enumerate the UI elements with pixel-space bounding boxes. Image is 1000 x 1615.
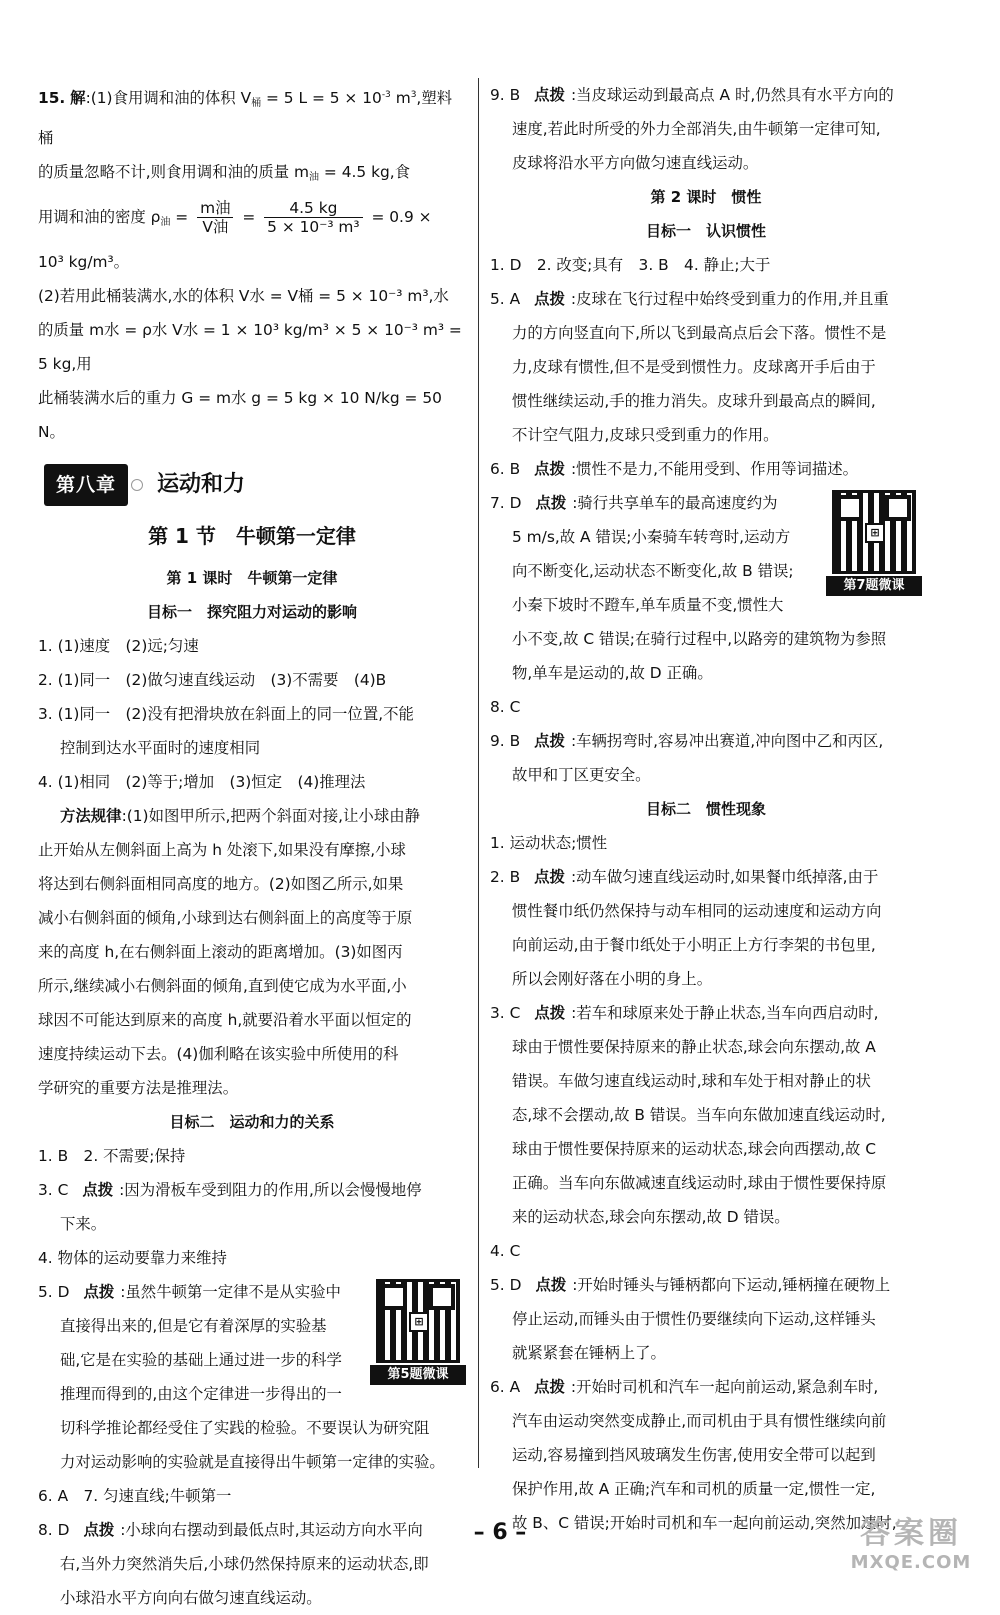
q15-number: 15. [38,89,66,107]
answer-b3-num: 3. C [38,1181,69,1199]
qr-code-q7[interactable] [826,490,922,596]
qr-code-icon [376,1279,460,1363]
answer-b1: 1. B 2. 不需要;保持 [38,1147,186,1165]
answer-c5-line-1 [490,282,922,316]
answer-b5-line-3: 础,它是在实验的基础上通过进一步的科学 [60,1351,342,1369]
answer-d6-line-5: 故 B、C 错误;开始时司机和车一起向前运动,突然加速时, [512,1514,897,1532]
q15-l3-end: = 0.9 × [366,208,432,226]
r9-tip: 点拨 [534,86,565,104]
chapter-title: 运动和力 [157,472,246,497]
lesson-title: 第 1 课时 牛顿第一定律 [166,569,338,587]
answer-b8-line-2: 右,当外力突然消失后,小球仍然保持原来的运动状态,即 [60,1555,429,1573]
answer-c5-tip: 点拨 [534,290,565,308]
method-line-3: 将达到右侧斜面相同高度的地方。(2)如图乙所示,如果 [38,875,404,893]
answer-d3-line-7: 来的运动状态,球会向东摆动,故 D 错误。 [512,1208,790,1226]
answer-d6-line-1 [490,1370,922,1404]
answer-c6-num: 6. B [490,460,521,478]
q15-line-2 [38,155,466,195]
answer-d3-line-4: 态,球不会摆动,故 B 错误。当车向东做加速直线运动时, [512,1106,886,1124]
answer-c9-num: 9. B [490,732,521,750]
answer-d6-line-3: 运动,容易撞到挡风玻璃发生伤害,使用安全带可以起到 [512,1446,876,1464]
answer-c5-line-2: 力的方向竖直向下,所以飞到最高点后会下落。惯性不是 [512,324,887,342]
chapter-heading [44,463,466,507]
qr-center-icon: ⊞ [409,1312,429,1332]
answer-c7-num: 7. D [490,494,522,512]
answer-d2-line-1 [490,860,922,894]
answer-b5-line-6: 力对运动影响的实验就是直接得出牛顿第一定律的实验。 [60,1453,445,1471]
answer-d5-text: :开始时锤头与锤柄都向下运动,锤柄撞在硬物上 [572,1276,891,1294]
answer-d2-tip: 点拨 [534,868,565,886]
fraction-2-num: 4.5 kg [264,199,362,218]
watermark-en: MXQE.COM [850,1552,972,1573]
answer-d6-text: :开始时司机和汽车一起向前运动,紧急刹车时, [570,1378,879,1396]
answer-b3-tip: 点拨 [82,1181,114,1199]
r9-text: :当皮球运动到最高点 A 时,仍然具有水平方向的 [570,86,894,104]
answer-d2-num: 2. B [490,868,521,886]
answer-c9-text: :车辆拐弯时,容易冲出赛道,冲向图中乙和丙区, [570,732,884,750]
qr-center-icon: ⊞ [865,523,885,543]
answer-c8: 8. C [490,698,521,716]
answer-c7-line-3: 向不断变化,运动状态不断变化,故 B 错误; [512,562,794,580]
r9-line-2: 速度,若此时所受的外力全部消失,由牛顿第一定律可知, [512,120,881,138]
answer-d2-line-2: 惯性餐巾纸仍然保持与动车相同的运动速度和运动方向 [512,902,882,920]
answer-d6-line-2: 汽车由运动突然变成静止,而司机由于具有惯性继续向前 [512,1412,887,1430]
r9-line-3: 皮球将沿水平方向做匀速直线运动。 [512,154,759,172]
q15-label: 解 [70,89,86,107]
answer-b5-line-4: 推理而得到的,由这个定律进一步得出的一 [60,1385,342,1403]
answer-b8-text: :小球向右摆动到最低点时,其运动方向水平向 [120,1521,423,1539]
q15-line-6: 的质量 m水 = ρ水 V水 = 1 × 10³ kg/m³ × 5 × 10⁻³ m³ = 5 kg,用 [38,321,462,373]
q15-line-4: 10³ kg/m³。 [38,253,130,271]
answer-d6-line-4: 保护作用,故 A 正确;汽车和司机的质量一定,惯性一定, [512,1480,876,1498]
method-line-1 [38,799,466,833]
answer-4: 4. (1)相同 (2)等于;增加 (3)恒定 (4)推理法 [38,773,366,791]
answer-c9-tip: 点拨 [534,732,565,750]
answer-c6-text: :惯性不是力,不能用受到、作用等词描述。 [570,460,859,478]
fraction-2-den: 5 × 10⁻³ m³ [267,218,360,236]
answer-c5-text: :皮球在飞行过程中始终受到重力的作用,并且重 [570,290,889,308]
qr-label: 第5题微课 [370,1365,466,1385]
answer-3-line-1: 3. (1)同一 (2)没有把滑块放在斜面上的同一位置,不能 [38,705,414,723]
q15-l3-eq: = [170,208,194,226]
q15-text-c: m [390,89,411,107]
answer-b8-num: 8. D [38,1521,70,1539]
answer-b4: 4. 物体的运动要靠力来维持 [38,1249,227,1267]
method-label: 方法规律 [60,807,122,825]
answer-b3-line-1 [38,1173,466,1207]
q15-l3-sub: 油 [160,217,171,228]
answer-c5-num: 5. A [490,290,521,308]
goal-title-r2: 目标二 惯性现象 [645,800,766,818]
answer-b3-text: :因为滑板车受到阻力的作用,所以会慢慢地停 [119,1181,422,1199]
q15-sup-b: 3 [410,90,417,100]
q15-l2-sub: 油 [309,172,320,183]
answer-d3-line-6: 正确。当车向东做减速直线运动时,球由于惯性要保持原 [512,1174,887,1192]
answer-c7-line-4: 小秦下坡时不蹬车,单车质量不变,惯性大 [512,596,784,614]
answer-b5-line-2: 直接得出来的,但是它有着深厚的实验基 [60,1317,327,1335]
answer-b8-tip: 点拨 [83,1521,115,1539]
fraction-m-over-v [197,199,233,236]
q15-line-3 [38,195,466,245]
answer-d2-line-4: 所以会刚好落在小明的身上。 [512,970,713,988]
answer-d2-text: :动车做匀速直线运动时,如果餐巾纸掉落,由于 [570,868,879,886]
method-line-8: 速度持续运动下去。(4)伽利略在该实验中所使用的科 [38,1045,399,1063]
goal-title-1: 目标一 探究阻力对运动的影响 [146,603,357,621]
q15-l3-a: 用调和油的密度 ρ [38,208,161,226]
answer-d3-line-1 [490,996,922,1030]
page-number: – 6 – [473,1520,527,1545]
answer-d6-tip: 点拨 [534,1378,565,1396]
answer-b8-line-3: 小球沿水平方向向右做匀速直线运动。 [60,1589,322,1607]
method-line-2: 止开始从左侧斜面上高为 h 处滚下,如果没有摩擦,小球 [38,841,406,859]
answer-2: 2. (1)同一 (2)做匀速直线运动 (3)不需要 (4)B [38,671,387,689]
method-line-9: 学研究的重要方法是推理法。 [38,1079,239,1097]
answer-d5-line-3: 就紧紧套在锤柄上了。 [512,1344,666,1362]
goal-title-2: 目标二 运动和力的关系 [169,1113,335,1131]
answer-d3-line-5: 球由于惯性要保持原来的运动状态,球会向西摆动,故 C [512,1140,877,1158]
right-column [490,78,922,1540]
answer-b6: 6. A 7. 匀速直线;牛顿第一 [38,1487,232,1505]
qr-code-q5[interactable] [370,1279,466,1385]
answer-d6-num: 6. A [490,1378,521,1396]
q15-text-d: ,塑料桶 [38,89,453,147]
answer-d5-num: 5. D [490,1276,522,1294]
answer-c7-line-2: 5 m/s,故 A 错误;小秦骑车转弯时,运动方 [512,528,791,546]
q15-line-1 [38,78,466,155]
q15-l3-eq2: = [237,208,261,226]
answer-c5-line-4: 惯性继续运动,手的推力消失。皮球升到最高点的瞬间, [512,392,876,410]
answer-c6-tip: 点拨 [534,460,565,478]
r9-line-1 [490,78,922,112]
q15-sub-a: 桶 [251,98,262,109]
fraction-1-den: V油 [202,218,229,236]
answer-d3-text: :若车和球原来处于静止状态,当车向西启动时, [571,1004,879,1022]
method-line-6: 所示,继续减小右侧斜面的倾角,直到使它成为水平面,小 [38,977,407,995]
goal-title-r1: 目标一 认识惯性 [645,222,766,240]
answer-c9-line-2: 故甲和丁区更安全。 [512,766,651,784]
watermark-cn: 答案圈 [860,1516,962,1551]
q15-l2-a: 的质量忽略不计,则食用调和油的质量 m [38,163,310,181]
chapter-dot-icon [131,479,143,491]
answer-d4: 4. C [490,1242,521,1260]
answer-c7-line-5: 小不变,故 C 错误;在骑行过程中,以路旁的建筑物为参照 [512,630,887,648]
answer-1: 1. (1)速度 (2)远;匀速 [38,637,199,655]
answer-c7-tip: 点拨 [535,494,567,512]
answer-c7-line-6: 物,单车是运动的,故 D 正确。 [512,664,713,682]
answer-c1: 1. D 2. 改变;具有 3. B 4. 静止;大于 [490,256,771,274]
answer-d3-line-2: 球由于惯性要保持原来的静止状态,球会向东摆动,故 A [512,1038,876,1056]
column-divider [478,78,479,1468]
q15-sup-a: -3 [381,90,391,100]
q15-line-7: 此桶装满水后的重力 G = m水 g = 5 kg × 10 N/kg = 50 N。 [38,389,442,441]
fraction-1-num: m油 [197,199,233,218]
answer-c7-text: :骑行共享单车的最高速度约为 [572,494,778,512]
r9-num: 9. B [490,86,521,104]
answer-b5-line-5: 切科学推论都经受住了实践的检验。不要误认为研究阻 [60,1419,430,1437]
answer-d3-line-3: 错误。车做匀速直线运动时,球和车处于相对静止的状 [512,1072,871,1090]
answer-d5-tip: 点拨 [535,1276,567,1294]
method-line-5: 来的高度 h,在右侧斜面上滚动的距离增加。(3)如图丙 [38,943,403,961]
answer-b3-line-2: 下来。 [60,1215,107,1233]
answer-d3-num: 3. C [490,1004,521,1022]
q15-text-b: = 5 L = 5 × 10 [261,89,382,107]
answer-d1: 1. 运动状态;惯性 [490,834,608,852]
method-text-1: :(1)如图甲所示,把两个斜面对接,让小球由静 [121,807,420,825]
section-title: 第 1 节 牛顿第一定律 [148,524,356,548]
answer-c5-line-5: 不计空气阻力,皮球只受到重力的作用。 [512,426,779,444]
answer-c9-line-1 [490,724,922,758]
answer-c5-line-3: 力,皮球有惯性,但不是受到惯性力。皮球离开手后由于 [512,358,876,376]
qr-code-icon [832,490,916,574]
fraction-values [264,199,362,236]
answer-d2-line-3: 向前运动,由于餐巾纸处于小明正上方行李架的书包里, [512,936,876,954]
q15-text-a: :(1)食用调和油的体积 V [85,89,252,107]
qr-label: 第7题微课 [826,576,922,596]
q15-line-5: (2)若用此桶装满水,水的体积 V水 = V桶 = 5 × 10⁻³ m³,水 [38,287,449,305]
answer-d5-line-1 [490,1268,922,1302]
q15-l2-b: = 4.5 kg,食 [319,163,411,181]
chapter-badge: 第八章 [44,464,128,506]
answer-d3-tip: 点拨 [534,1004,566,1022]
left-column [38,78,466,1615]
method-line-4: 减小右侧斜面的倾角,小球到达右侧斜面上的高度等于原 [38,909,413,927]
answer-3-line-2: 控制到达水平面时的速度相同 [60,739,261,757]
answer-b5-num: 5. D [38,1283,70,1301]
answer-d5-line-2: 停止运动,而锤头由于惯性仍要继续向下运动,这样锤头 [512,1310,876,1328]
method-line-7: 球因不可能达到原来的高度 h,就要沿着水平面以恒定的 [38,1011,412,1029]
answer-b5-tip: 点拨 [83,1283,115,1301]
watermark-logo [836,1508,986,1573]
answer-b5-text: :虽然牛顿第一定律不是从实验中 [120,1283,341,1301]
answer-c6 [490,452,922,486]
lesson-2-title: 第 2 课时 惯性 [650,188,762,206]
